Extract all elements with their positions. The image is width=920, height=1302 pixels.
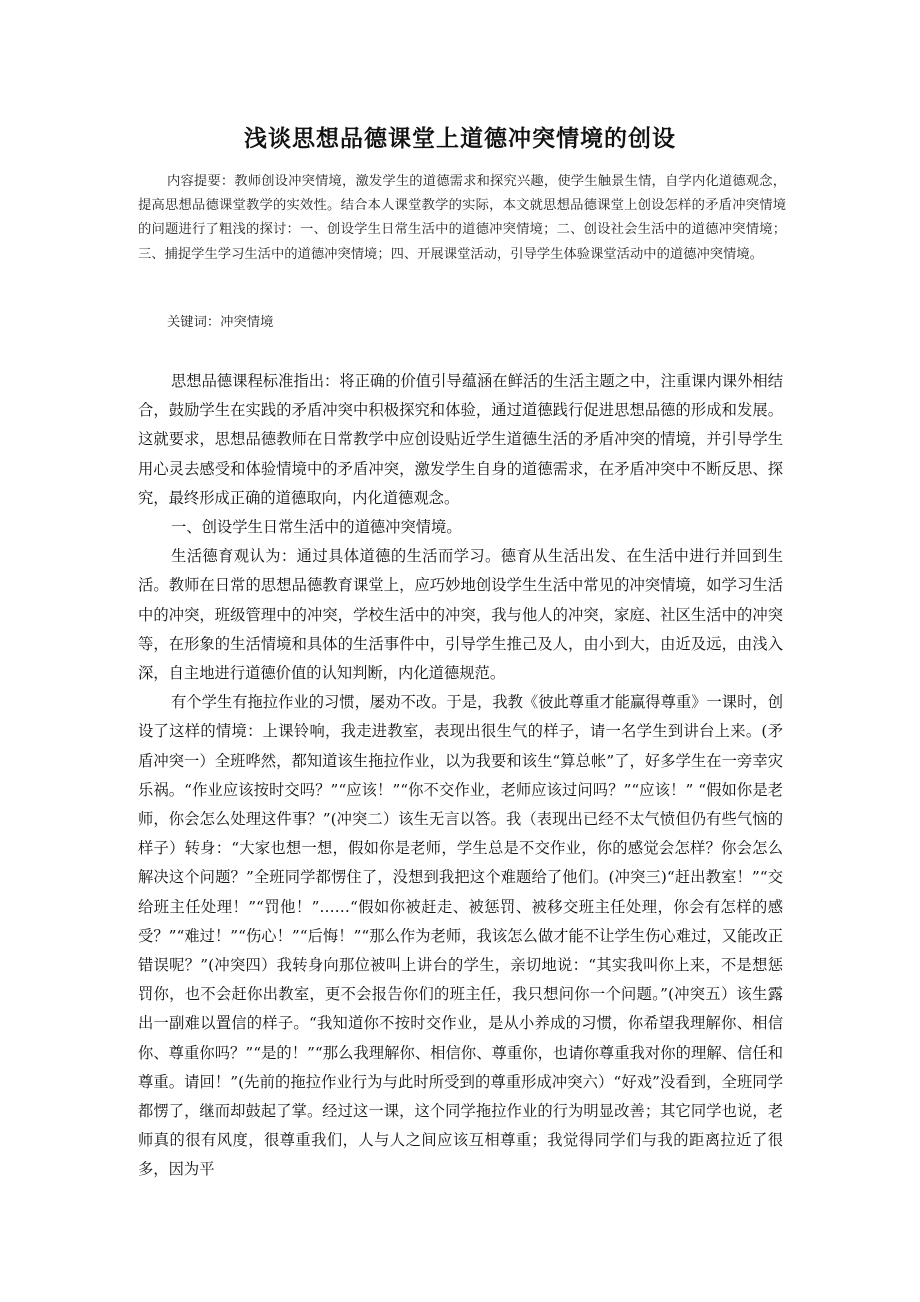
section-heading: 一、创设学生日常生活中的道德冲突情境。 (171, 518, 462, 537)
paragraph: 有个学生有拖拉作业的习惯，屡劝不改。于是，我教《彼此尊重才能赢得尊重》一课时，创设了这样的情境：上课铃响，我走进教室，表现出很生气的样子，请一名学生到讲台上来。(矛盾冲突一）全班哗然，都知道该生拖拉作业，以为我要和该生“算总帐”了，好多学生在一旁幸灾乐祸。“作业应该按时交吗？”“应该！”“你不交作业，老师应该过问吗？”“应该！” “假如你是老师，你会怎么处理这件事？”(冲突二）该生无言以答。我（表现出已经不太气愤但仍有些气恼的样子）转身：“大家也想一想，假如你是老师，学生总是不交作业，你的感觉会怎样？你会怎么解决这个问题？”全班同学都愣住了，没想到我把这个难题给了他们。(冲突三)“赶出教室！”“交给班主任处理！”“罚他！”……“假如你被赶走、被惩罚、被移交班主任处理，你会有怎样的感受？”“难过！”“伤心！”“后悔！”“那么作为老师，我该怎么做才能不让学生伤心难过，又能改正错误呢？”(冲突四）我转身向那位被叫上讲台的学生，亲切地说：“其实我叫你上来，不是想惩罚你，也不会赶你出教室，更不会报告你们的班主任，我只想问你一个问题。”(冲突五）该生露出一副难以置信的样子。“我知道你不按时交作业，是从小养成的习惯，你希望我理解你、相信你、尊重你吗？”“是的！”“那么我理解你、相信你、尊重你，也请你尊重我对你的理解、信任和尊重。请回！”(先前的拖拉作业行为与此时所受到的尊重形成冲突六）“好戏”没看到，全班同学都愣了，继而却鼓起了掌。经过这一课，这个同学拖拉作业的行为明显改善；其它同学也说，老师真的很有风度，很尊重我们，人与人之间应该互相尊重；我觉得同学们与我的距离拉近了很多，因为平 (138, 693, 783, 1179)
paragraph: 思想品德课程标准指出：将正确的价值引导蕴涵在鲜活的生活主题之中，注重课内课外相结合，鼓励学生在实践的矛盾冲突中积极探究和体验，通过道德践行促进思想品德的形成和发展。这就要求，思想品德教师在日常教学中应创设贴近学生道德生活的矛盾冲突的情境，并引导学生用心灵去感受和体验情境中的矛盾冲突，激发学生自身的道德需求，在矛盾冲突中不断反思、探究，最终形成正确的道德取向，内化道德观念。 (138, 372, 783, 507)
document-body (138, 367, 783, 1185)
paragraph: 生活德育观认为：通过具体道德的生活而学习。德育从生活出发、在生活中进行并回到生活。教师在日常的思想品德教育课堂上，应巧妙地创设学生生活中常见的冲突情境，如学习生活中的冲突，班级管理中的冲突，学校生活中的冲突，我与他人的冲突，家庭、社区生活中的冲突等，在形象的生活情境和具体的生活事件中，引导学生推己及人，由小到大，由近及远，由浅入深，自主地进行道德价值的认知判断，内化道德规范。 (138, 547, 783, 683)
abstract: 内容提要：教师创设冲突情境，激发学生的道德需求和探究兴趣，使学生触景生情，自学内化道德观念，提高思想品德课堂教学的实效性。结合本人课堂教学的实际，本文就思想品德课堂上创设怎样的矛盾冲突情境的问题进行了粗浅的探讨：一、创设学生日常生活中的道德冲突情境；二、创设社会生活中的道德冲突情境；三、捕捉学生学习生活中的道德冲突情境；四、开展课堂活动，引导学生体验课堂活动中的道德冲突情境。 (138, 174, 786, 262)
keywords: 关键词：冲突情境 (167, 315, 274, 330)
document-title: 浅谈思想品德课堂上道德冲突情境的创设 (244, 126, 676, 152)
